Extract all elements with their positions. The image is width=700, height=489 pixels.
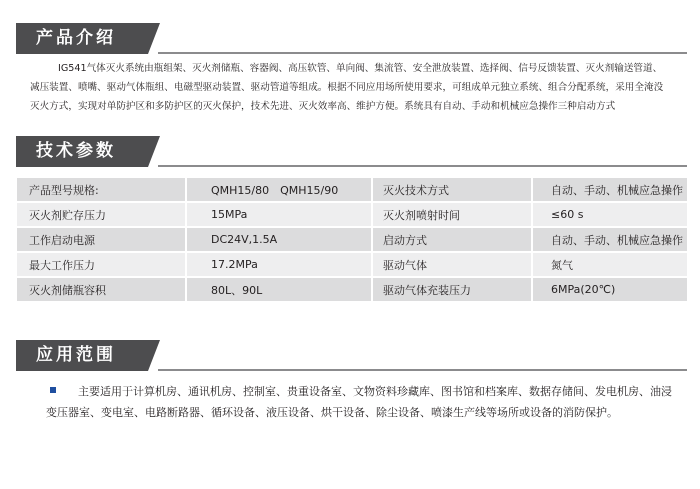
param-value: 17.2MPa: [186, 252, 372, 277]
scope-paragraph: 主要适用于计算机房、通讯机房、控制室、贵重设备室、文物资料珍藏库、图书馆和档案库、数据存储间、发电机房、油浸变压器室、变电室、电路断路器、循环设备、液压设备、烘干设备、除尘设备、喷漆生产线等场所或设备的消防保护。: [46, 385, 672, 419]
table-row: [17, 277, 687, 302]
table-row: [17, 252, 687, 277]
param-value: DC24V,1.5A: [186, 227, 372, 252]
param-value: 自动、手动、机械应急操作: [532, 177, 687, 202]
params-table: [17, 176, 687, 302]
param-value: 15MPa: [186, 202, 372, 227]
param-value: 6MPa(20℃): [532, 277, 687, 302]
table-row: [17, 177, 687, 202]
scope-section-title: 应用范围: [16, 340, 148, 371]
intro-paragraph: IG541气体灭火系统由瓶组架、灭火剂储瓶、容器阀、高压软管、单向阀、集流管、安全泄放装置、选择阀、信号反馈装置、灭火剂输送管道、减压装置、喷嘴、驱动气体瓶组、电磁型驱动装置、驱动管道等组成。根据不同应用场所使用要求，可组成单元独立系统、组合分配系统，采用全淹没灭火方式，实现对单防护区和多防护区的灭火保护，技术先进、灭火效率高、维护方便。系统具有自动、手动和机械应急操作三种启动方式: [30, 63, 664, 112]
scope-header-rule: [158, 369, 687, 371]
param-value: 80L、90L: [186, 277, 372, 302]
param-label: 产品型号规格:: [17, 177, 186, 202]
intro-header-rule: [158, 52, 687, 54]
param-label: 灭火剂贮存压力: [17, 202, 186, 227]
intro-section-title: 产品介绍: [16, 23, 148, 54]
param-label: 工作启动电源: [17, 227, 186, 252]
params-section-title: 技术参数: [16, 136, 148, 167]
table-row: [17, 202, 687, 227]
param-value: QMH15/80 QMH15/90: [186, 177, 372, 202]
table-row: [17, 227, 687, 252]
param-value: 氮气: [532, 252, 687, 277]
param-value: 自动、手动、机械应急操作: [532, 227, 687, 252]
intro-section-header: [16, 23, 687, 54]
param-label: 驱动气体: [372, 252, 532, 277]
scope-section-header: [16, 340, 687, 371]
param-label: 最大工作压力: [17, 252, 186, 277]
param-label: 驱动气体充装压力: [372, 277, 532, 302]
intro-header-notch: [148, 23, 160, 54]
params-header-rule: [158, 165, 687, 167]
param-label: 灭火剂喷射时间: [372, 202, 532, 227]
scope-header-notch: [148, 340, 160, 371]
param-label: 灭火技术方式: [372, 177, 532, 202]
param-label: 启动方式: [372, 227, 532, 252]
params-section-header: [16, 136, 687, 167]
param-value: ≤60 s: [532, 202, 687, 227]
params-header-notch: [148, 136, 160, 167]
param-label: 灭火剂储瓶容积: [17, 277, 186, 302]
